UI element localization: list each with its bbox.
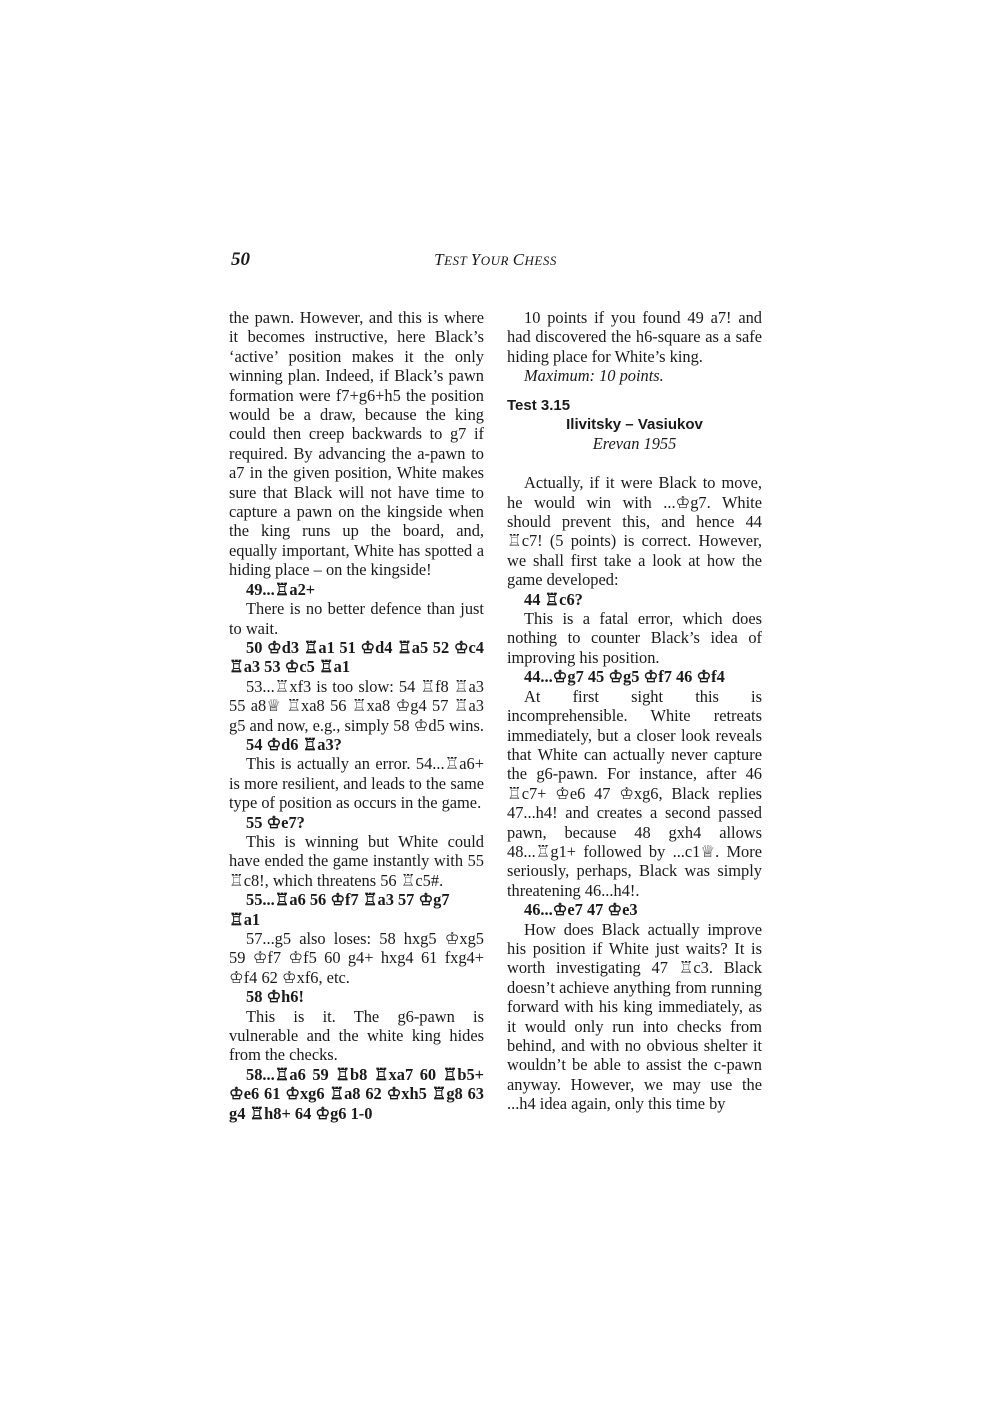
game-event: Erevan 1955 [592,434,677,454]
page-header [229,249,762,275]
paragraph: At first sight this is incomprehensible. White retreats immediately, but a closer look reveals that White can actually never capture the g6-pawn. For instance, after 46 ♖c7+ ♔e6 47 ♔xg6, Black replies 47...h4! and creates a second passed pawn, because 48 gxh4 allows 48...♖g1+ followed by ...c1♕. More seriously, perhaps, Black was simply threatening 46...h4!. [507,686,762,900]
move-line: 49...♖a2+ [246,579,316,599]
move-line: 44 ♖c6? [524,589,583,609]
move-line: 55 ♔e7? [246,812,305,832]
paragraph: the pawn. However, and this is where it becomes instructive, here Black’s ‘active’ position makes it the only winning plan. Indeed, if Black’s pawn formation were f7+g6+h5 the position would be a draw, because the king could then creep backwards to g7 if required. By advancing the a-pawn to a7 in the given position, White makes sure that Black will not have time to capture a pawn on the kingside when the king runs up the board, and, equally important, White has spotted a hiding place – on the kingside! [229,308,484,580]
move-line: 58...♖a6 59 ♖b8 ♖xa7 60 ♖b5+ ♔e6 61 ♔xg6 ♖a8 62 ♔xh5 ♖g8 63 g4 ♖h8+ 64 ♔g6 1-0 [229,1064,484,1123]
move-line: 54 ♔d6 ♖a3? [246,734,342,754]
move-line: 58 ♔h6! [246,987,304,1007]
maximum-score: Maximum: 10 points. [524,366,664,386]
paragraph: This is a fatal error, which does nothing to counter Black’s idea of improving his position. [507,609,762,667]
paragraph: 57...g5 also loses: 58 hxg5 ♔xg5 59 ♔f7 ♔f5 60 g4+ hxg4 61 fxg4+ ♔f4 62 ♔xf6, etc. [229,929,484,987]
paragraph: 10 points if you found 49 a7! and had discovered the h6-square as a safe hiding place for White’s king. [507,308,762,366]
left-column [229,308,484,1123]
running-head: TEST YOUR CHESS [434,250,557,269]
page-number: 50 [231,249,250,270]
paragraph: There is no better defence than just to wait. [229,599,484,638]
test-heading: Test 3.15 [507,396,571,414]
move-line: 55...♖a6 56 ♔f7 ♖a3 57 ♔g7 ♖a1 [229,890,450,929]
paragraph: Actually, if it were Black to move, he would win with ...♔g7. White should prevent this, and hence 44 ♖c7! (5 points) is correct. However, we shall first take a look at how the game developed: [507,473,762,590]
game-players: Ilivitsky – Vasiukov [566,416,703,434]
paragraph: 53...♖xf3 is too slow: 54 ♖f8 ♖a3 55 a8♕ ♖xa8 56 ♖xa8 ♔g4 57 ♖a3 g5 and now, e.g., simply 58 ♔d5 wins. [229,676,484,735]
paragraph: How does Black actually improve his position if White just waits? It is worth investigating 47 ♖c3. Black doesn’t achieve anything from running forward with his king immediately, as it would only run into checks from behind, and with no obvious shelter it wouldn’t be able to assist the c-pawn anyway. However, we may use the ...h4 idea again, only this time by [507,919,762,1114]
move-line: 44...♔g7 45 ♔g5 ♔f7 46 ♔f4 [524,667,725,687]
paragraph: This is actually an error. 54...♖a6+ is more resilient, and leads to the same type of position as occurs in the game. [229,754,484,813]
move-line: 46...♔e7 47 ♔e3 [524,900,638,920]
paragraph: This is winning but White could have ended the game instantly with 55 ♖c8!, which threatens 56 ♖c5#. [229,831,484,890]
paragraph: This is it. The g6-pawn is vulnerable and the white king hides from the checks. [229,1006,484,1065]
right-column [507,308,762,1114]
move-line: 50 ♔d3 ♖a1 51 ♔d4 ♖a5 52 ♔c4 ♖a3 53 ♔c5 ♖a1 [229,637,484,677]
